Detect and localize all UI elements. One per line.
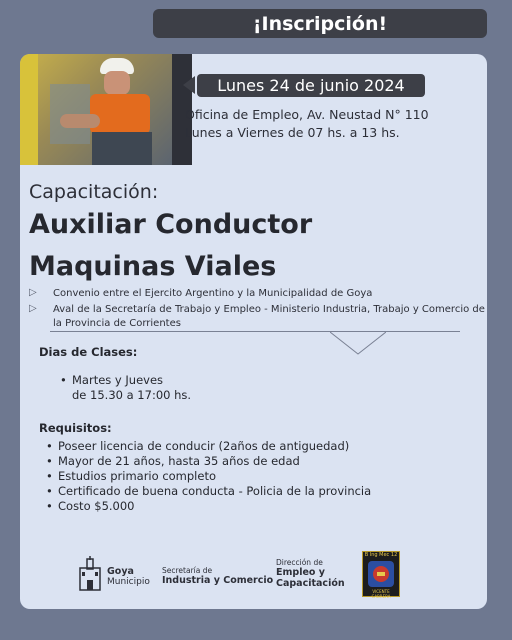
goya-church-icon (77, 556, 103, 592)
inscription-banner (153, 9, 487, 38)
office-info (185, 106, 429, 142)
goya-logo (77, 556, 103, 596)
classes-list (58, 373, 163, 388)
goya-name: Goya (107, 566, 134, 577)
sponsor-logos (20, 549, 487, 599)
requirement-item: • Costo $5.000 (44, 499, 371, 514)
endorsement-list (29, 287, 487, 333)
banner-text: ¡Inscripción! (252, 12, 388, 35)
date-label (197, 74, 425, 97)
direccion-logo (276, 558, 345, 589)
office-hours: Lunes a Viernes de 07 hs. a 13 hs. (185, 125, 400, 140)
military-badge (362, 551, 400, 597)
course-title-line1: Auxiliar Conductor (29, 209, 313, 240)
operator-photo (20, 54, 172, 165)
office-address: Oficina de Empleo, Av. Neustad N° 110 (185, 107, 429, 122)
course-title (29, 204, 312, 288)
classes-time: de 15.30 a 17:00 hs. (72, 388, 192, 402)
requirements-title: Requisitos: (39, 421, 112, 435)
classes-title: Dias de Clases: (39, 345, 138, 359)
requirements-list (44, 439, 371, 514)
chevron-down-icon (330, 332, 386, 356)
secretaria-logo (162, 566, 273, 586)
requirement-item: • Estudios primario completo (44, 469, 371, 484)
requirement-item: • Certificado de buena conducta - Policia de la provincia (44, 484, 371, 499)
direccion-line2: Empleo y (276, 567, 325, 578)
endorsement-text: Convenio entre el Ejercito Argentino y la Municipalidad de Goya (53, 288, 373, 299)
badge-emblem-icon (368, 561, 394, 587)
badge-top-text: B Ing Mec 12 (364, 552, 398, 558)
section-divider (50, 331, 460, 332)
course-label: Capacitación: (29, 181, 159, 203)
direccion-line3: Capacitación (276, 578, 345, 589)
goya-logo-text (107, 566, 150, 588)
requirement-item: • Poseer licencia de conducir (2años de antiguedad) (44, 439, 371, 454)
course-title-line2: Maquinas Viales (29, 251, 277, 282)
endorsement-text: Aval de la Secretaría de Trabajo y Empleo - Ministerio Industria, Trabajo y Comercio de la Provincia de Corrientes (53, 304, 485, 329)
arrow-right-icon: ▷ (29, 303, 37, 314)
requirement-item: • Mayor de 21 años, hasta 35 años de edad (44, 454, 371, 469)
goya-municipio: Municipio (107, 577, 150, 587)
secretaria-line1: Secretaría de (162, 566, 213, 575)
classes-day: • Martes y Jueves (58, 373, 163, 388)
endorsement-item (29, 303, 487, 331)
endorsement-item (29, 287, 487, 301)
direccion-line1: Dirección de (276, 558, 323, 567)
secretaria-line2: Industria y Comercio (162, 575, 274, 586)
arrow-right-icon: ▷ (29, 287, 37, 298)
pointer-triangle (183, 76, 195, 94)
badge-bottom-text: VICENTE CABRERA (371, 589, 391, 599)
date-text: Lunes 24 de junio 2024 (217, 76, 405, 95)
flyer-card (20, 54, 487, 609)
